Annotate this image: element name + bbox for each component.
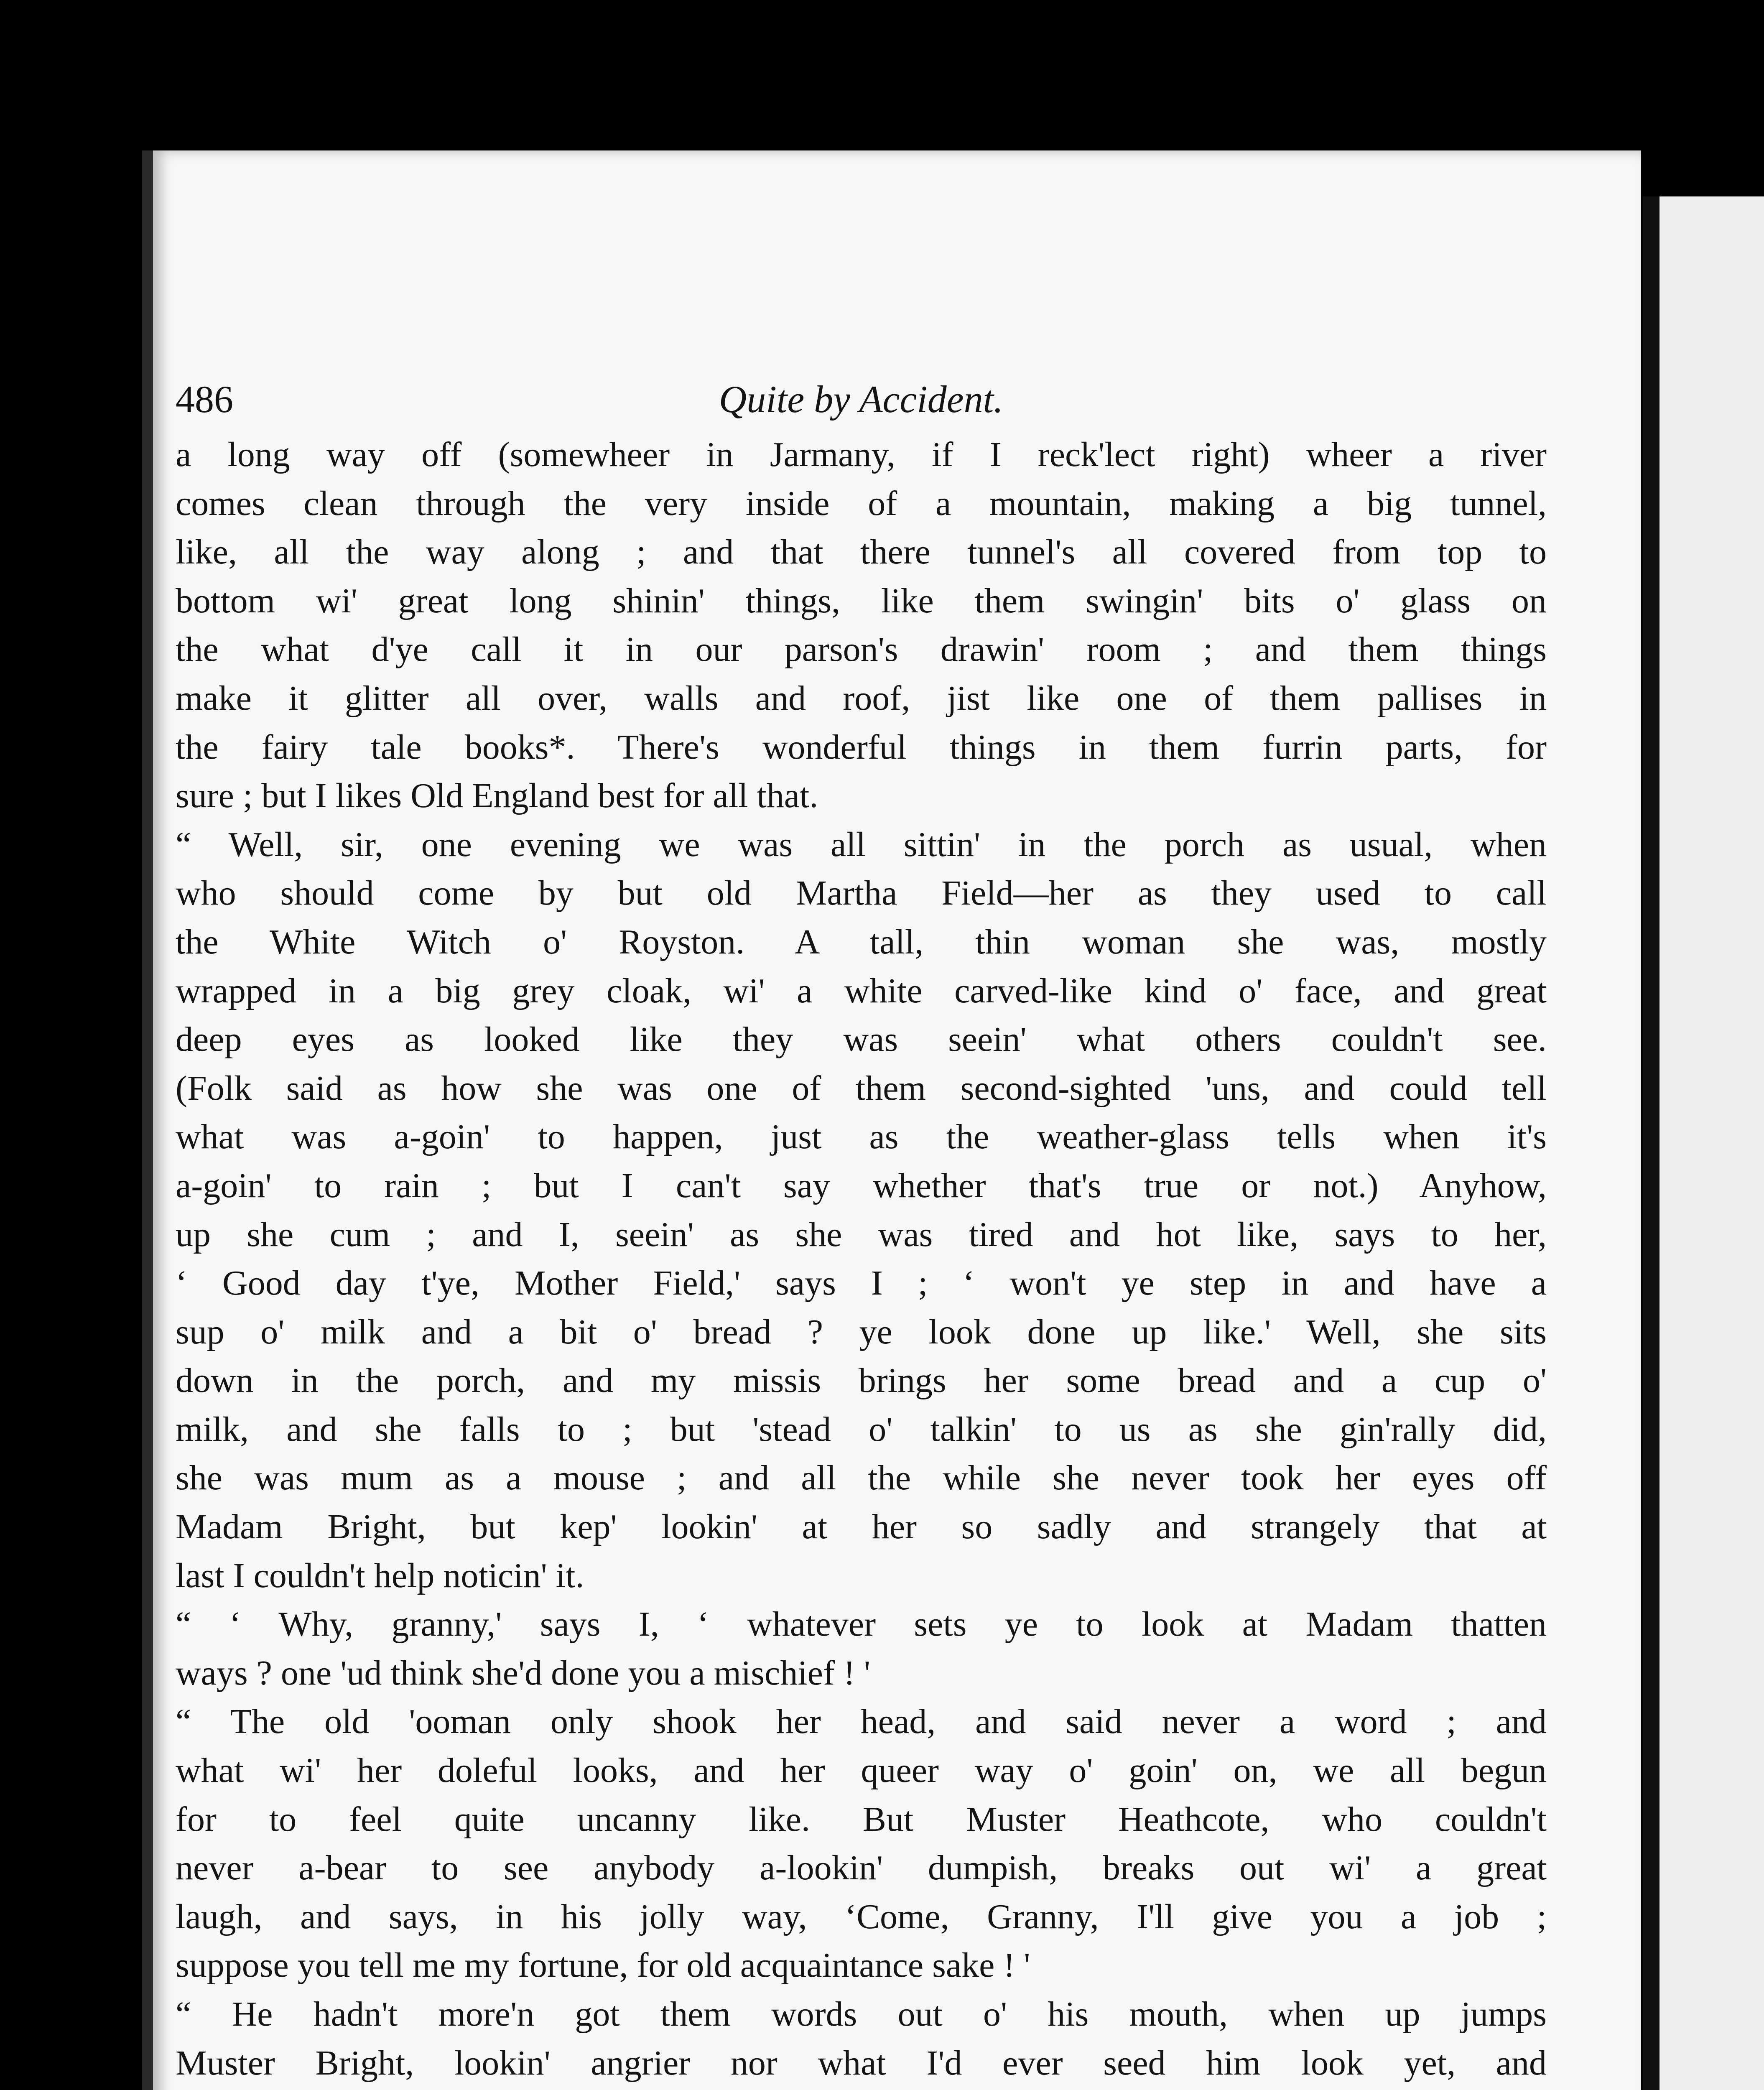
body-line: last I couldn't help noticin' it. bbox=[176, 1556, 584, 1595]
body-line: “ Well, sir, one evening we was all sittin' in the porch as usual, when bbox=[176, 825, 1547, 864]
running-title: Quite by Accident. bbox=[719, 378, 1004, 421]
body-text bbox=[176, 431, 1547, 2090]
body-line: (Folk said as how she was one of them second-sighted 'uns, and could tell bbox=[176, 1068, 1547, 1108]
body-line: wrapped in a big grey cloak, wi' a white carved-like kind o' face, and great bbox=[176, 971, 1547, 1010]
body-line: what wi' her doleful looks, and her queer way o' goin' on, we all begun bbox=[176, 1751, 1547, 1790]
body-line: the what d'ye call it in our parson's drawin' room ; and them things bbox=[176, 630, 1547, 669]
body-line: “ ‘ Why, granny,' says I, ‘ whatever sets ye to look at Madam thatten bbox=[176, 1605, 1547, 1644]
page-text bbox=[176, 368, 1547, 2090]
body-line: comes clean through the very inside of a mountain, making a big tunnel, bbox=[176, 484, 1547, 523]
body-line: Muster Bright, lookin' angrier nor what I'd ever seed him look yet, and bbox=[176, 2043, 1547, 2082]
body-line: who should come by but old Martha Field—her as they used to call bbox=[176, 874, 1547, 913]
body-line: like, all the way along ; and that there tunnel's all covered from top to bbox=[176, 533, 1547, 572]
body-line: for to feel quite uncanny like. But Muster Heathcote, who couldn't bbox=[176, 1799, 1547, 1839]
body-line: the White Witch o' Royston. A tall, thin woman she was, mostly bbox=[176, 922, 1547, 961]
body-line: up she cum ; and I, seein' as she was tired and hot like, says to her, bbox=[176, 1215, 1547, 1254]
body-line: a long way off (somewheer in Jarmany, if I reck'lect right) wheer a river bbox=[176, 435, 1547, 474]
body-line: ways ? one 'ud think she'd done you a mischief ! ' bbox=[176, 1653, 871, 1692]
body-line: down in the porch, and my missis brings her some bread and a cup o' bbox=[176, 1361, 1547, 1400]
body-line: Madam Bright, but kep' lookin' at her so sadly and strangely that at bbox=[176, 1507, 1547, 1547]
body-line: never a-bear to see anybody a-lookin' dumpish, breaks out wi' a great bbox=[176, 1848, 1547, 1888]
body-line bbox=[176, 2087, 1547, 2090]
body-line: sure ; but I likes Old England best for all that. bbox=[176, 776, 818, 816]
body-line: sup o' milk and a bit o' bread ? ye look done up like.' Well, she sits bbox=[176, 1312, 1547, 1351]
body-line: the fairy tale books*. There's wonderful things in them furrin parts, for bbox=[176, 727, 1547, 767]
body-line: she was mum as a mouse ; and all the while she never took her eyes off bbox=[176, 1458, 1547, 1498]
next-page-edge bbox=[1643, 196, 1764, 2090]
body-line: laugh, and says, in his jolly way, ‘Come, Granny, I'll give you a job ; bbox=[176, 1897, 1547, 1936]
page-number: 486 bbox=[176, 378, 233, 421]
body-line: what was a-goin' to happen, just as the weather-glass tells when it's bbox=[176, 1117, 1547, 1157]
body-line: bottom wi' great long shinin' things, like them swingin' bits o' glass on bbox=[176, 581, 1547, 620]
body-line: deep eyes as looked like they was seein' what others couldn't see. bbox=[176, 1020, 1547, 1059]
body-line: “ The old 'ooman only shook her head, and said never a word ; and bbox=[176, 1702, 1547, 1741]
body-line: milk, and she falls to ; but 'stead o' talkin' to us as she gin'rally did, bbox=[176, 1409, 1547, 1449]
body-line: suppose you tell me my fortune, for old acquaintance sake ! ' bbox=[176, 1946, 1030, 1985]
body-line: a-goin' to rain ; but I can't say whether that's true or not.) Anyhow, bbox=[176, 1166, 1547, 1205]
body-line: “ He hadn't more'n got them words out o' his mouth, when up jumps bbox=[176, 1995, 1547, 2034]
body-line: ‘ Good day t'ye, Mother Field,' says I ; ‘ won't ye step in and have a bbox=[176, 1264, 1547, 1303]
page-header bbox=[176, 368, 1547, 431]
body-line: make it glitter all over, walls and roof, jist like one of them pallises in bbox=[176, 678, 1547, 718]
